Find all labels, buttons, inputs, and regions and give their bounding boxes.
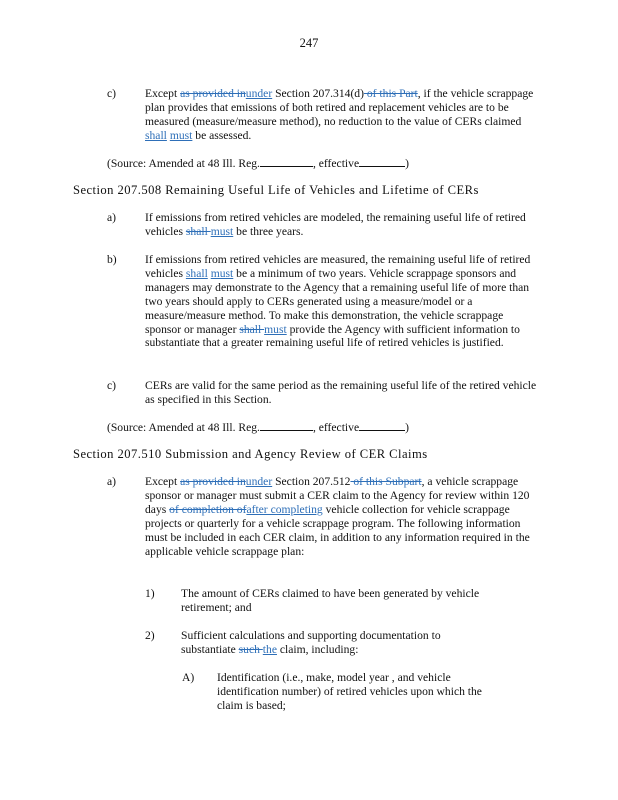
- paragraph-510-a-2-A: Identification (i.e., make, model year , and vehicle identification number) of retired vehicles upon which the claim is based;: [217, 671, 482, 712]
- inserted-text: under: [245, 87, 273, 100]
- paragraph-314-c: Except as provided inunder Section 207.314(d) of this Part, if the vehicle scrappage plan provides that emissions of both retired and replacement vehicles are to be measured (measure/measure method), no reduction to the value of CERs claimed shall must be assessed.: [145, 87, 534, 142]
- source-note-314: (Source: Amended at 48 Ill. Reg. , effective ): [107, 157, 409, 170]
- inserted-text: must: [169, 128, 193, 142]
- deleted-text: as provided in: [180, 475, 246, 488]
- inserted-text: must: [210, 266, 234, 280]
- item-label-c: c): [107, 87, 117, 100]
- inserted-text: must: [210, 224, 234, 238]
- paragraph-508-c: CERs are valid for the same period as the remaining useful life of the retired vehicle as specified in this Section.: [145, 379, 537, 406]
- item-label-c: c): [107, 379, 117, 392]
- paragraph-508-b: If emissions from retired vehicles are measured, the remaining useful life of retired vehicles shall must be a minimum of two years. Vehicle scrappage sponsors and managers may demonstrate to the Agency that a remaining useful life of more than two years should apply to CERs generated using a measure/model or a measure/measure method. To make this demonstration, the vehicle scrappage sponsor or manager shall must provide the Agency with sufficient information to substantiate that a greater remaining useful life of retired vehicles is justified.: [145, 253, 531, 350]
- deleted-text: of this Part: [363, 87, 418, 100]
- deleted-text: of completion of: [169, 502, 247, 516]
- inserted-text: under: [245, 475, 273, 488]
- deleted-text: shall: [239, 322, 265, 336]
- deleted-text: such: [238, 642, 263, 656]
- inserted-text: the: [262, 642, 277, 656]
- paragraph-510-a: Except as provided inunder Section 207.512 of this Subpart, a vehicle scrappage sponsor or manager must submit a CER claim to the Agency for review within 120 days of completion ofafter completing vehicle collection for vehicle scrappage projects or quarterly for a vehicle scrappage program. The following information must be included in each CER claim, in addition to any information required in the applicable vehicle scrappage plan:: [145, 475, 530, 558]
- item-label-a: a): [107, 211, 117, 224]
- deleted-text: of this Subpart: [350, 475, 422, 488]
- paragraph-510-a-2: Sufficient calculations and supporting documentation to substantiate such the claim, including:: [181, 629, 441, 656]
- paragraph-508-a: If emissions from retired vehicles are modeled, the remaining useful life of retired vehicles shall must be three years.: [145, 211, 526, 238]
- inserted-text: shall: [145, 128, 167, 142]
- source-note-508: (Source: Amended at 48 Ill. Reg. , effective ): [107, 421, 409, 434]
- inserted-text: after completing: [246, 502, 323, 516]
- item-label-1: 1): [145, 587, 155, 600]
- deleted-text: as provided in: [180, 87, 246, 100]
- item-label-b: b): [107, 253, 117, 266]
- section-heading-508: Section 207.508 Remaining Useful Life of Vehicles and Lifetime of CERs: [73, 183, 479, 197]
- inserted-text: must: [264, 322, 287, 336]
- page-number: 247: [299, 36, 319, 50]
- inserted-text: shall: [185, 266, 208, 280]
- item-label-A: A): [182, 671, 195, 684]
- item-label-a: a): [107, 475, 117, 488]
- deleted-text: shall: [185, 224, 211, 238]
- item-label-2: 2): [145, 629, 155, 642]
- section-heading-510: Section 207.510 Submission and Agency Review of CER Claims: [73, 447, 428, 461]
- paragraph-510-a-1: The amount of CERs claimed to have been generated by vehicle retirement; and: [181, 587, 480, 614]
